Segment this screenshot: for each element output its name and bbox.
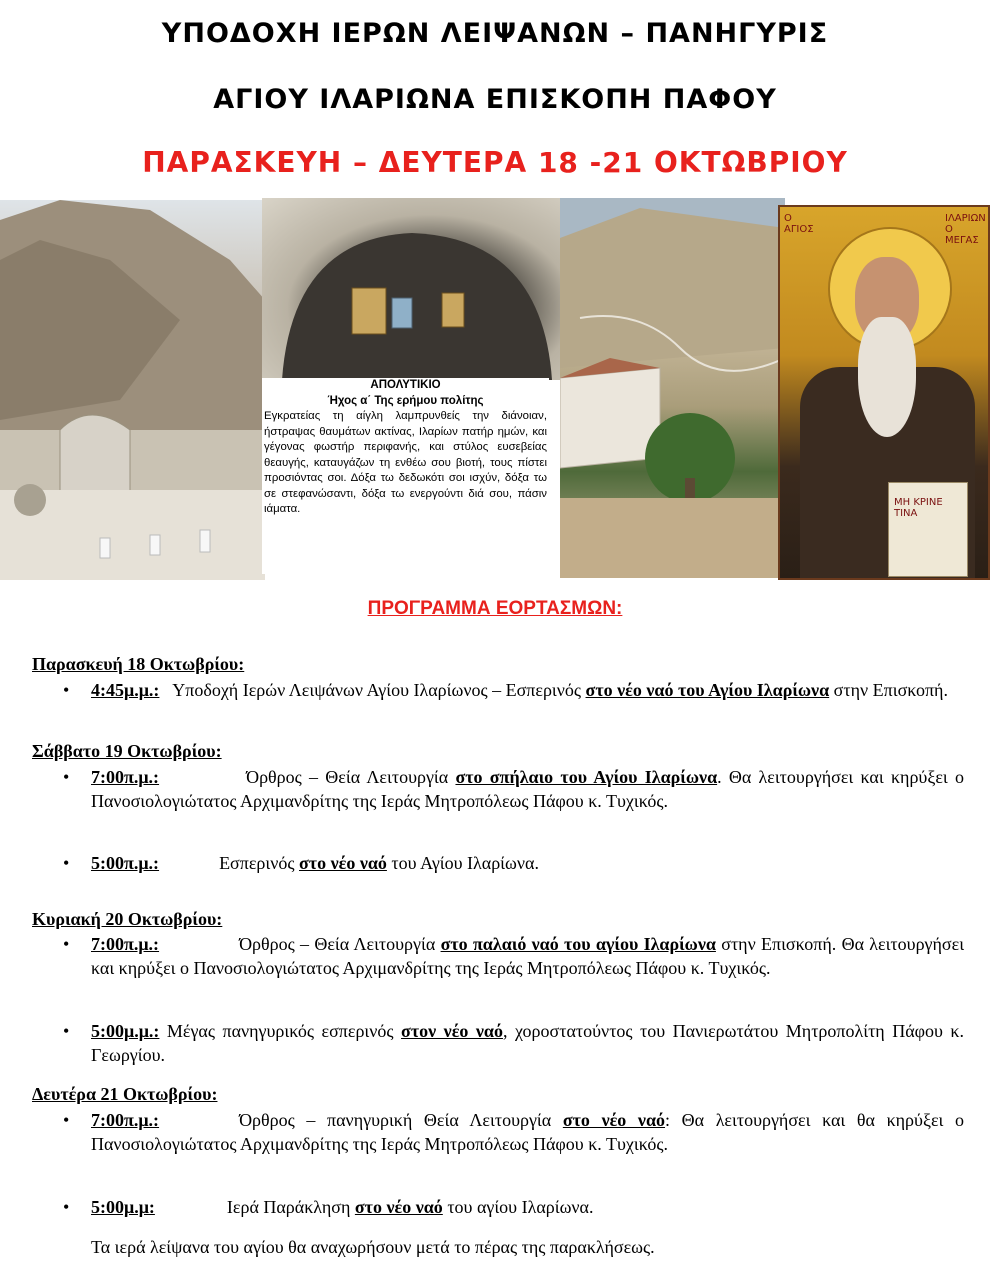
entry-venue: στο νέο ναό (299, 853, 387, 873)
entry-text-end: του Αγίου Ιλαρίωνα. (391, 853, 539, 873)
cave-illustration (262, 198, 567, 380)
icon-label-left: Ο ΑΓΙΟΣ (784, 213, 814, 235)
entry-friday-1 (64, 678, 964, 702)
entry-text: Ιερά Παράκληση (226, 1197, 351, 1217)
day-friday-heading: Παρασκευή 18 Οκτωβρίου: (32, 654, 245, 674)
title-line-2: ΑΓΙΟΥ ΙΛΑΡΙΩΝΑ ΕΠΙΣΚΟΠΗ ΠΑΦΟΥ (213, 84, 777, 115)
bullet-icon: • (63, 853, 70, 873)
entry-time: 4:45μ.μ.: (91, 680, 160, 700)
program-title: ΠΡΟΓΡΑΜΜΑ ΕΟΡΤΑΣΜΩΝ: (367, 598, 623, 619)
beard-shape (858, 317, 916, 437)
entry-text-end: του αγίου Ιλαρίωνα. (447, 1197, 594, 1217)
monastery-ruins-photo (0, 200, 265, 580)
entry-sunday-2 (64, 1019, 964, 1067)
entry-text: Όρθρος – Θεία Λειτουργία (239, 934, 436, 954)
apolytikio-subtitle: Ήχος α΄ Της ερήμου πολίτης (327, 394, 484, 407)
entry-text: Όρθρος – Θεία Λειτουργία (246, 767, 449, 787)
entry-time: 5:00μ.μ.: (91, 1021, 160, 1041)
entry-text: Υποδοχή Ιερών Λειψάνων Αγίου Ιλαρίωνος – Εσπερινός (172, 680, 582, 700)
entry-text-end: , χοροστατούντος του Πανιερωτάτου Μητροπολίτη Πάφου κ. Γεωργίου. (91, 1021, 965, 1065)
entry-text: Μέγας πανηγυρικός εσπερινός (166, 1021, 394, 1041)
entry-text-end: στην Επισκοπή. (833, 680, 948, 700)
entry-monday-1 (64, 1108, 964, 1156)
entry-sunday-1 (64, 932, 964, 980)
entry-saturday-2 (64, 851, 964, 875)
entry-time: 7:00π.μ.: (91, 1110, 160, 1130)
entry-saturday-1 (64, 765, 964, 813)
entry-text-end: . Θα λειτουργήσει και κηρύξει ο Πανοσιολογιώτατος Αρχιμανδρίτης της Ιεράς Μητροπόλεως Πάφου κ. Τυχικός. (91, 767, 965, 811)
entry-text: Εσπερινός (219, 853, 295, 873)
title-dates: ΠΑΡΑΣΚΕΥΗ – ΔΕΥΤΕΡΑ 18 -21 ΟΚΤΩΒΡΙΟΥ (142, 146, 848, 179)
bullet-icon: • (63, 767, 70, 787)
entry-venue: στο νέο ναό (354, 1197, 443, 1217)
day-monday-heading: Δευτέρα 21 Οκτωβρίου: (32, 1084, 218, 1104)
apolytikio-text: Εγκρατείας τη αίγλη λαμπρυνθείς την διάνοιαν, ήστραψας θαυμάτων ακτίνας, Ιλαρίων πατήρ ημών, και γέγονας φωστήρ περιφανής, και στύλος ευσεβείας θεαυγής, καταυγάζων τη ενθέω σου βιοτή, τους πίστει προσιόντας σοι. Δόξα τω δεδωκότι σοι ισχύν, δόξα τω σε στεφανώσαντι, δόξα τω ενεργούντι διά σου, πάσιν ιάματα. (264, 410, 547, 515)
entry-time: 5:00π.μ.: (91, 853, 160, 873)
village-illustration (560, 198, 785, 578)
entry-time: 5:00μ.μ: (91, 1197, 155, 1217)
closing-note: Τα ιερά λείψανα του αγίου θα αναχωρήσουν μετά το πέρας της παρακλήσεως. (91, 1237, 655, 1257)
day-saturday-heading: Σάββατο 19 Οκτωβρίου: (32, 741, 222, 761)
entry-text: Όρθρος – πανηγυρική Θεία Λειτουργία (239, 1110, 552, 1130)
entry-venue: στον νέο ναό (401, 1021, 503, 1041)
bullet-icon: • (63, 1197, 70, 1217)
entry-venue: στο νέο ναό (562, 1110, 666, 1130)
bullet-icon: • (63, 1021, 70, 1041)
entry-time: 7:00π.μ.: (91, 934, 160, 954)
entry-monday-2 (64, 1195, 964, 1219)
entry-time: 7:00π.μ.: (91, 767, 160, 787)
apolytikio-title: ΑΠΟΛΥΤΙΚΙΟ (370, 379, 441, 391)
entry-venue: στο σπήλαιο του Αγίου Ιλαρίωνα (455, 767, 718, 787)
icon-label-right: ΙΛΑΡΙΩΝ Ο ΜΕΓΑΣ (945, 213, 986, 246)
entry-text-end: στην Επισκοπή. Θα λειτουργήσει και κηρύξει ο Πανοσιολογιώτατος Αρχιμανδρίτης της Ιεράς Μητροπόλεως Πάφου κ. Τυχικός. (91, 934, 965, 978)
saint-hilarion-icon (778, 205, 990, 580)
bullet-icon: • (63, 1110, 70, 1130)
entry-venue: στο νέο ναό του Αγίου Ιλαρίωνα (585, 680, 830, 700)
entry-text-end: : Θα λειτουργήσει και θα κηρύξει ο Πανοσιολογιώτατος Αρχιμανδρίτης της Ιεράς Μητροπόλεως Πάφου κ. Τυχικός. (91, 1110, 965, 1154)
entry-venue: στο παλαιό ναό του αγίου Ιλαρίωνα (440, 934, 716, 954)
scroll-inscription: ΜΗ ΚΡΙΝΕ ΤΙΝΑ (894, 497, 943, 519)
ruins-illustration (0, 200, 265, 580)
cave-shrine-photo (262, 198, 567, 380)
apolytikio-hymn-box (262, 378, 549, 574)
title-line-1: ΥΠΟΔΟΧΗ ΙΕΡΩΝ ΛΕΙΨΑΝΩΝ – ΠΑΝΗΓΥΡΙΣ (161, 18, 829, 49)
bullet-icon: • (63, 934, 70, 954)
village-church-photo (560, 198, 785, 578)
day-sunday-heading: Κυριακή 20 Οκτωβρίου: (32, 909, 223, 929)
bullet-icon: • (63, 680, 70, 700)
